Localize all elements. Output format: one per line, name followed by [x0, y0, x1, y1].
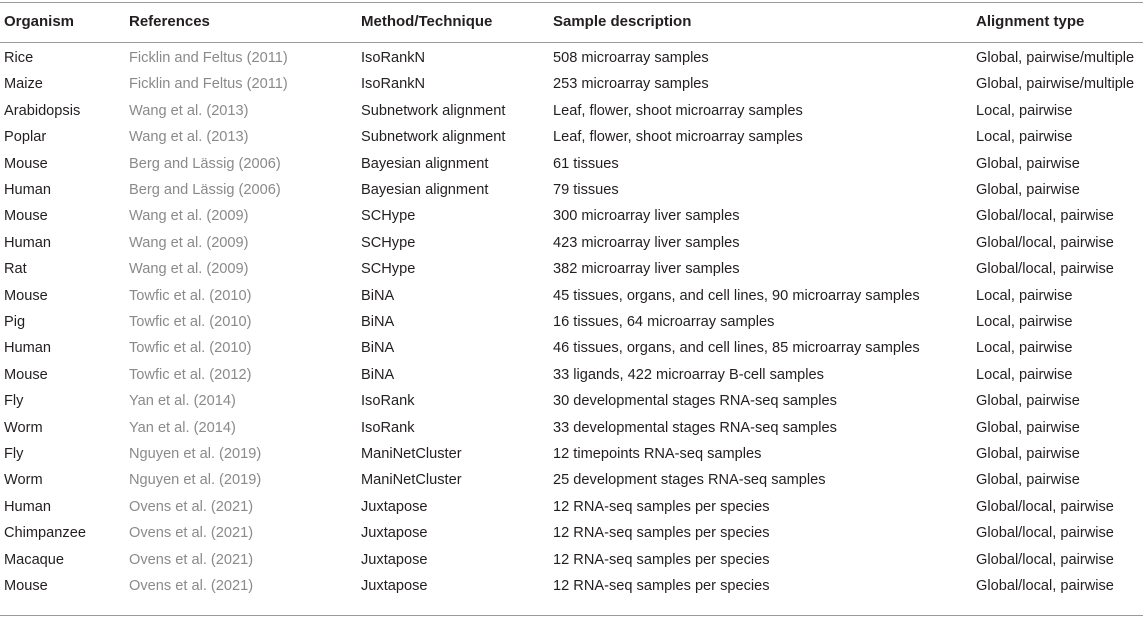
cell-sample-description: 423 microarray liver samples: [553, 234, 740, 251]
cell-reference[interactable]: Ovens et al. (2021): [129, 578, 254, 594]
cell-method: Bayesian alignment: [361, 155, 489, 172]
cell-organism: Mouse: [4, 208, 48, 225]
cell-organism: Human: [4, 182, 52, 198]
cell-alignment-type: Global, pairwise: [976, 446, 1080, 462]
cell-alignment-type: Global/local, pairwise: [976, 498, 1114, 515]
cell-alignment-type: Global, pairwise/multiple: [976, 50, 1135, 66]
header-method-technique: Method/Technique: [361, 13, 493, 30]
table-row: [0, 151, 1143, 177]
cell-method: Subnetwork alignment: [361, 129, 506, 146]
table-row: [0, 467, 1143, 493]
cell-reference[interactable]: Yan et al. (2014): [129, 393, 236, 410]
cell-sample-description: 33 developmental stages RNA-seq samples: [553, 419, 837, 436]
cell-reference[interactable]: Ovens et al. (2021): [129, 551, 254, 568]
cell-reference[interactable]: Towfic et al. (2012): [129, 366, 252, 383]
cell-organism: Worm: [4, 472, 43, 489]
cell-organism: Rat: [4, 261, 27, 278]
cell-reference[interactable]: Towfic et al. (2010): [129, 287, 252, 304]
cell-method: IsoRankN: [361, 76, 426, 93]
table-row: [0, 203, 1143, 229]
cell-method: BiNA: [361, 366, 395, 383]
cell-reference[interactable]: Wang et al. (2013): [129, 129, 249, 146]
cell-reference[interactable]: Wang et al. (2009): [129, 261, 249, 278]
cell-method: IsoRank: [361, 419, 415, 436]
cell-organism: Pig: [4, 314, 26, 330]
cell-method: Juxtapose: [361, 498, 428, 515]
cell-organism: Macaque: [4, 551, 65, 568]
table-row: [0, 415, 1143, 441]
cell-sample-description: Leaf, flower, shoot microarray samples: [553, 102, 803, 119]
cell-sample-description: 16 tissues, 64 microarray samples: [553, 314, 775, 330]
cell-sample-description: 30 developmental stages RNA-seq samples: [553, 393, 837, 410]
cell-organism: Worm: [4, 419, 43, 436]
cell-sample-description: 12 RNA-seq samples per species: [553, 551, 770, 568]
cell-organism: Mouse: [4, 287, 48, 304]
cell-alignment-type: Local, pairwise: [976, 340, 1073, 357]
cell-organism: Mouse: [4, 578, 48, 594]
table-row: [0, 388, 1143, 414]
cell-sample-description: 12 RNA-seq samples per species: [553, 498, 770, 515]
cell-sample-description: 300 microarray liver samples: [553, 208, 740, 225]
cell-method: ManiNetCluster: [361, 446, 462, 462]
cell-alignment-type: Global, pairwise: [976, 155, 1080, 172]
table-header-row: [0, 8, 1143, 36]
cell-method: Juxtapose: [361, 578, 428, 594]
cell-method: Bayesian alignment: [361, 182, 489, 198]
table-header-rule: [0, 42, 1143, 43]
cell-alignment-type: Global/local, pairwise: [976, 234, 1114, 251]
table-row: [0, 441, 1143, 467]
cell-method: Subnetwork alignment: [361, 102, 506, 119]
table-row: [0, 547, 1143, 573]
cell-sample-description: 33 ligands, 422 microarray B-cell samples: [553, 366, 824, 383]
cell-method: Juxtapose: [361, 551, 428, 568]
cell-sample-description: 79 tissues: [553, 182, 619, 198]
header-alignment-type: Alignment type: [976, 13, 1085, 30]
cell-method: BiNA: [361, 340, 395, 357]
cell-organism: Rice: [4, 50, 34, 66]
cell-organism: Mouse: [4, 155, 48, 172]
table-row: [0, 309, 1143, 335]
cell-organism: Maize: [4, 76, 43, 93]
table-row: [0, 177, 1143, 203]
cell-organism: Fly: [4, 446, 24, 462]
cell-alignment-type: Local, pairwise: [976, 314, 1073, 330]
cell-sample-description: 45 tissues, organs, and cell lines, 90 microarray samples: [553, 287, 920, 304]
table-row: [0, 230, 1143, 256]
cell-alignment-type: Global/local, pairwise: [976, 525, 1114, 542]
cell-method: SCHype: [361, 261, 416, 278]
cell-reference[interactable]: Nguyen et al. (2019): [129, 446, 262, 462]
cell-organism: Chimpanzee: [4, 525, 86, 542]
cell-reference[interactable]: Ovens et al. (2021): [129, 525, 254, 542]
cell-organism: Human: [4, 498, 52, 515]
cell-alignment-type: Local, pairwise: [976, 102, 1073, 119]
cell-organism: Human: [4, 340, 52, 357]
cell-reference[interactable]: Ovens et al. (2021): [129, 498, 254, 515]
table-row: [0, 494, 1143, 520]
cell-method: Juxtapose: [361, 525, 428, 542]
table-row: [0, 45, 1143, 71]
cell-method: BiNA: [361, 314, 395, 330]
cell-sample-description: 61 tissues: [553, 155, 619, 172]
cell-reference[interactable]: Wang et al. (2013): [129, 102, 249, 119]
table-row: [0, 71, 1143, 97]
cell-sample-description: 25 development stages RNA-seq samples: [553, 472, 826, 489]
table-row: [0, 256, 1143, 282]
table-bottom-rule: [0, 615, 1143, 616]
cell-alignment-type: Local, pairwise: [976, 287, 1073, 304]
cell-reference[interactable]: Berg and Lässig (2006): [129, 182, 281, 198]
cell-reference[interactable]: Berg and Lässig (2006): [129, 155, 281, 172]
table-row: [0, 124, 1143, 150]
cell-alignment-type: Global, pairwise: [976, 419, 1080, 436]
table-row: [0, 573, 1143, 599]
cell-sample-description: 46 tissues, organs, and cell lines, 85 microarray samples: [553, 340, 920, 357]
cell-alignment-type: Local, pairwise: [976, 129, 1073, 146]
cell-alignment-type: Global, pairwise: [976, 393, 1080, 410]
cell-method: ManiNetCluster: [361, 472, 462, 489]
table-row: [0, 98, 1143, 124]
cell-method: SCHype: [361, 234, 416, 251]
cell-reference[interactable]: Yan et al. (2014): [129, 419, 236, 436]
cell-alignment-type: Global/local, pairwise: [976, 261, 1114, 278]
header-sample-description: Sample description: [553, 13, 692, 30]
cell-sample-description: 253 microarray samples: [553, 76, 709, 93]
cell-organism: Human: [4, 234, 52, 251]
cell-reference[interactable]: Ficklin and Feltus (2011): [129, 76, 288, 93]
cell-alignment-type: Global, pairwise: [976, 182, 1080, 198]
cell-sample-description: 12 RNA-seq samples per species: [553, 578, 770, 594]
cell-sample-description: Leaf, flower, shoot microarray samples: [553, 129, 803, 146]
table-row: [0, 362, 1143, 388]
cell-sample-description: 12 timepoints RNA-seq samples: [553, 446, 762, 462]
cell-reference[interactable]: Towfic et al. (2010): [129, 314, 252, 330]
table-row: [0, 335, 1143, 361]
cell-organism: Fly: [4, 393, 24, 410]
header-references: References: [129, 13, 210, 30]
cell-alignment-type: Global, pairwise: [976, 472, 1080, 489]
cell-sample-description: 382 microarray liver samples: [553, 261, 740, 278]
cell-method: IsoRankN: [361, 50, 426, 66]
cell-sample-description: 508 microarray samples: [553, 50, 709, 66]
cell-alignment-type: Global, pairwise/multiple: [976, 76, 1135, 93]
cell-alignment-type: Global/local, pairwise: [976, 551, 1114, 568]
cell-organism: Arabidopsis: [4, 102, 81, 119]
table-row: [0, 520, 1143, 546]
cell-reference[interactable]: Nguyen et al. (2019): [129, 472, 262, 489]
cell-method: IsoRank: [361, 393, 415, 410]
cell-reference[interactable]: Wang et al. (2009): [129, 234, 249, 251]
table-top-rule: [0, 2, 1143, 3]
cell-method: SCHype: [361, 208, 416, 225]
table-row: [0, 283, 1143, 309]
cell-method: BiNA: [361, 287, 395, 304]
cell-organism: Mouse: [4, 366, 48, 383]
header-organism: Organism: [4, 13, 75, 30]
cell-reference[interactable]: Towfic et al. (2010): [129, 340, 252, 357]
cell-alignment-type: Local, pairwise: [976, 366, 1073, 383]
cell-alignment-type: Global/local, pairwise: [976, 578, 1114, 594]
cell-organism: Poplar: [4, 129, 47, 146]
cell-sample-description: 12 RNA-seq samples per species: [553, 525, 770, 542]
cell-reference[interactable]: Wang et al. (2009): [129, 208, 249, 225]
cell-reference[interactable]: Ficklin and Feltus (2011): [129, 50, 288, 66]
cell-alignment-type: Global/local, pairwise: [976, 208, 1114, 225]
